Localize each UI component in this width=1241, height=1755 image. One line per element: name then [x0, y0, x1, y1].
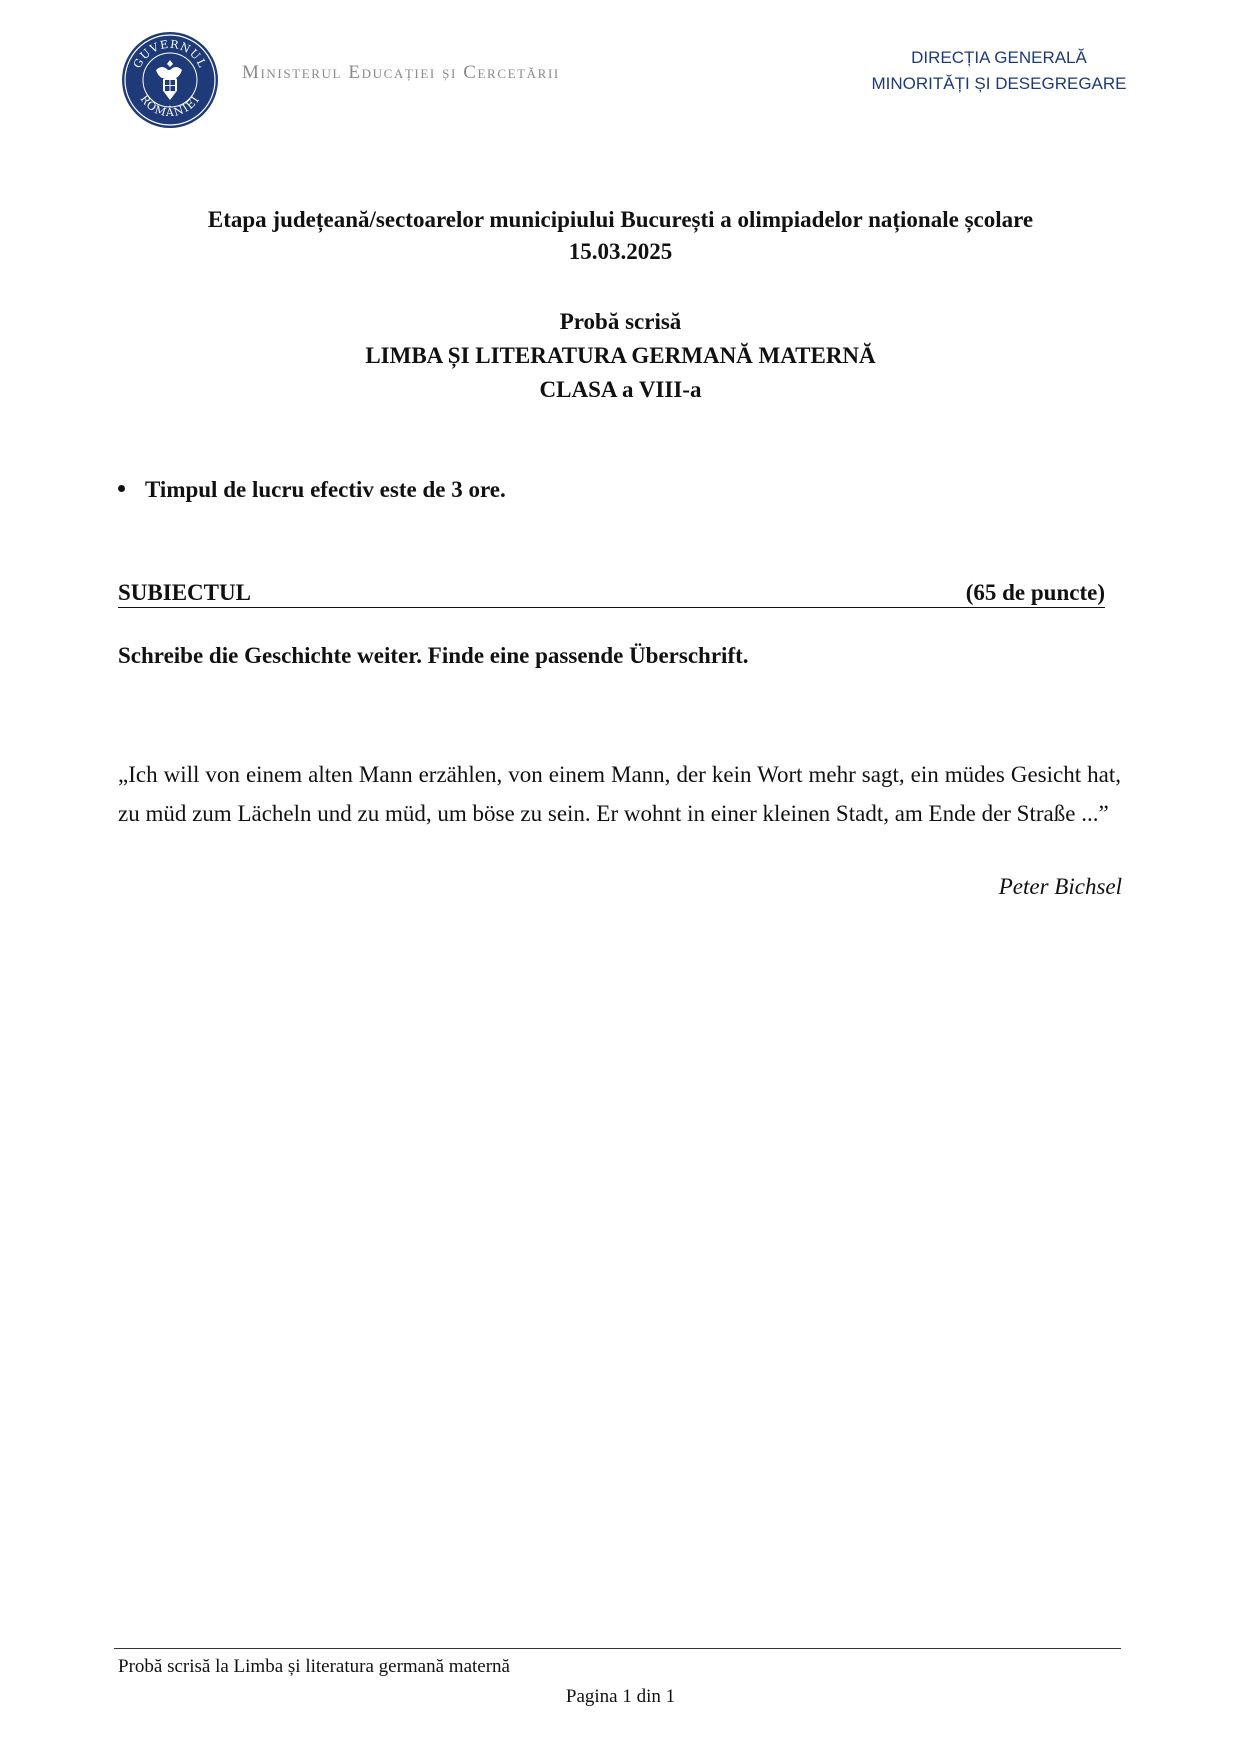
exam-stage-title: Etapa județeană/sectoarelor municipiului București a olimpiadelor naționale școlare [207, 207, 1034, 232]
romanian-government-seal-icon [120, 30, 220, 130]
task-instruction: Schreibe die Geschichte weiter. Finde eine passende Überschrift. [118, 643, 749, 668]
subject-heading [118, 577, 1105, 608]
subject-label: SUBIECTUL [118, 580, 251, 605]
directorate-line-2: MINORITĂȚI ȘI DESEGREGARE [871, 74, 1127, 93]
exam-subject: LIMBA ȘI LITERATURA GERMANĂ MATERNĂ [365, 343, 876, 368]
page-number: Pagina 1 din 1 [565, 1686, 676, 1707]
quote-text: „Ich will von einem alten Mann erzählen, von einem Mann, der kein Wort mehr sagt, ein müdes Gesicht hat, zu müd zum Lächeln und zu müd, um böse zu sein. Er wohnt in einer kleinen Stadt, am Ende der Straße ...” [118, 762, 1121, 826]
seal-ring-text-bottom: ROMÂNIEI [137, 92, 203, 120]
directorate-label [769, 45, 1129, 97]
ministry-name: Ministerul Educației și Cercetării [242, 62, 560, 83]
exam-date: 15.03.2025 [568, 239, 673, 264]
bullet-icon [118, 485, 125, 492]
exam-type: Probă scrisă [559, 309, 682, 334]
seal-ring-text-top: GUVERNUL [130, 37, 210, 71]
quote-author: Peter Bichsel [998, 874, 1122, 899]
subject-points: (65 de puncte) [965, 580, 1105, 605]
directorate-line-1: DIRECȚIA GENERALĂ [911, 48, 1087, 67]
footer-divider [114, 1648, 1121, 1649]
footer-exam-label: Probă scrisă la Limba și literatura germană maternă [118, 1656, 510, 1677]
time-note [118, 477, 506, 503]
time-note-text: Timpul de lucru efectiv este de 3 ore. [145, 477, 506, 502]
exam-grade: CLASA a VIII-a [539, 377, 702, 402]
government-seal-logo [120, 30, 220, 130]
